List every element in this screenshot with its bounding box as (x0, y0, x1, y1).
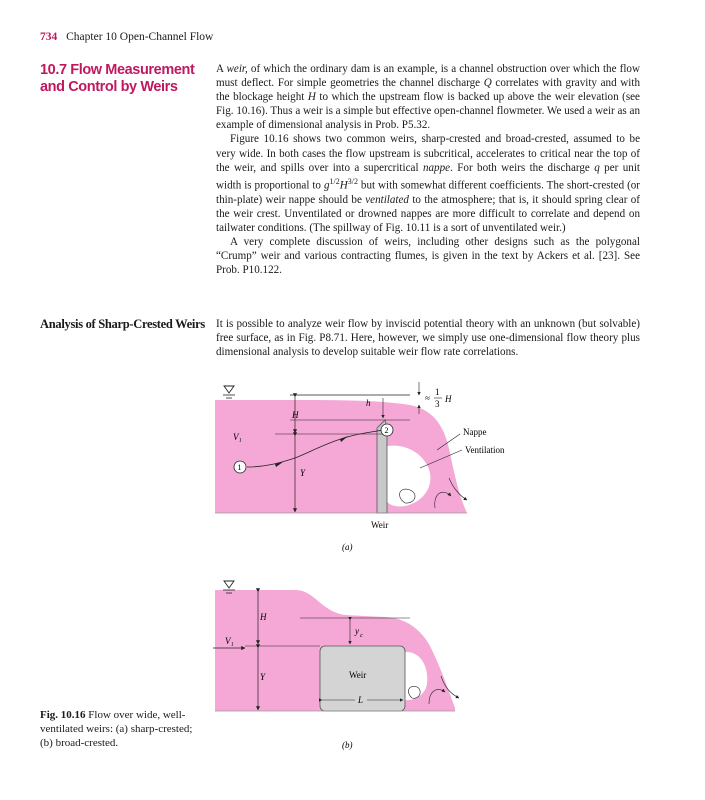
label-frac-num: 1 (435, 387, 440, 397)
panel-b-label: (b) (342, 740, 353, 750)
paragraph-2: Figure 10.16 shows two common weirs, sharp-crested and broad-crested, assumed to be very wide. In both cases the flow upstream is subcritical, accelerates to critical near the top of the weir, and spills over into a supercritical nappe. For both weirs the discharge q per unit width is proportional to $g^{1/2}H^{3/2}$ but with somewhat different coefficients. The short-crested (or thin-plate) weir nappe should be ventilated to the atmosphere; that is, it should spring clear of the weir crest. Unventilated or drowned nappes are more difficult to correlate and depend on tailwater conditions. (The spillway of Fig. 10.11 is a sort of unventilated weir.) (216, 133, 641, 234)
panel-a-label: (a) (342, 542, 353, 552)
figure-a-sharp-crested-weir (205, 378, 545, 556)
label-H-b: H (260, 612, 267, 622)
label-H-a: H (292, 410, 299, 420)
point-1: 1 (237, 463, 242, 472)
label-nappe: Nappe (463, 427, 487, 437)
subsection-heading: Analysis of Sharp-Crested Weirs (40, 317, 205, 331)
figure-b-broad-crested-weir (205, 576, 545, 754)
caption-text: Flow over wide, well-ventilated weirs: (a) sharp-crested; (b) broad-crested. (40, 709, 193, 749)
label-V1-b: V₁ (225, 636, 234, 646)
label-weir-b: Weir (349, 670, 367, 680)
label-H-third: H (445, 394, 452, 404)
paragraph-3: A very complete discussion of weirs, including other designs such as the polygonal “Crump” weir and various contracting flumes, is given in the text by Ackers et al. [23]. See Prob. P10.122. (216, 235, 640, 276)
label-Y-a: Y (300, 468, 306, 478)
point-2: 2 (384, 426, 389, 435)
label-V1-a: V₁ (233, 432, 242, 442)
subsection-paragraph: It is possible to analyze weir flow by inviscid potential theory with an unknown (but solvable) free surface, as in Fig. P8.71. Here, however, we simply use one-dimensional flow theory plus dimensional analysis to develop suitable weir flow rate correlations. (216, 318, 640, 359)
page-number: 734 (40, 31, 58, 43)
chapter-title: Chapter 10 Open-Channel Flow (66, 31, 214, 43)
label-yc: y (355, 626, 359, 636)
paragraph-1: A weir, of which the ordinary dam is an example, is a channel obstruction over which the flow must deflect. For simple geometries the channel discharge Q correlates with gravity and with the blockage height H to which the upstream flow is backed up above the weir elevation (see Fig. 10.16). Thus a weir is a simple but effective open-channel flowmeter. We used a weir as an example of dimensional analysis in Prob. P5.32. (216, 63, 640, 132)
label-weir-a: Weir (371, 520, 389, 530)
label-frac-den: 3 (435, 399, 440, 409)
label-ventilation: Ventilation (465, 445, 505, 455)
running-head (40, 31, 213, 43)
section-body (216, 62, 640, 277)
label-yc-sub: c (360, 632, 363, 639)
label-h: h (366, 398, 371, 408)
water-region-a (215, 400, 467, 513)
label-Y-b: Y (260, 672, 266, 682)
figure-caption (40, 708, 200, 750)
label-approx: ≈ (425, 393, 430, 403)
section-heading: 10.7 Flow Measurement and Control by Weirs (40, 62, 195, 95)
label-L: L (358, 695, 364, 705)
subsection-body (216, 317, 640, 359)
caption-label: Fig. 10.16 (40, 709, 86, 721)
